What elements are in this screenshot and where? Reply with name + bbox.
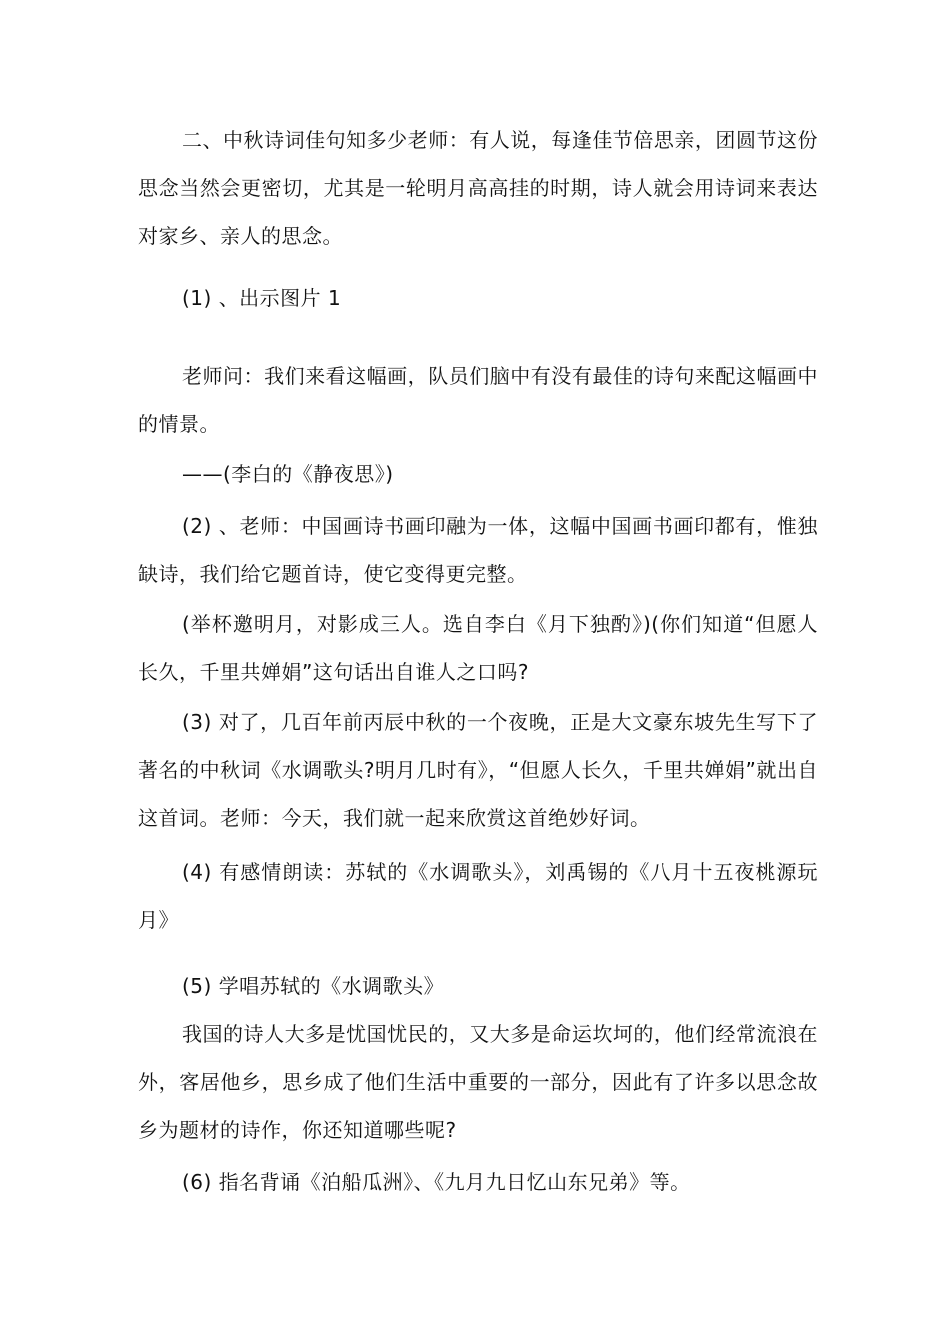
paragraph-step-1: (1) 、出示图片 1 bbox=[182, 286, 342, 310]
paragraph-step-3: (3) 对了，几百年前丙辰中秋的一个夜晚，正是大文豪东坡先生写下了著名的中秋词《水调歌头?明月几时有》，“但愿人长久，千里共婵娟”就出自这首词。老师：今天，我们就一起来欣赏这首绝妙好词。 bbox=[138, 710, 818, 830]
paragraph-step-4: (4) 有感情朗读：苏轼的《水调歌头》，刘禹锡的《八月十五夜桃源玩月》 bbox=[138, 860, 818, 932]
paragraph-step-2: (2) 、老师：中国画诗书画印融为一体，这幅中国画书画印都有，惟独缺诗，我们给它题首诗，使它变得更完整。 bbox=[138, 514, 818, 586]
paragraph-answer-2: (举杯邀明月，对影成三人。选自李白《月下独酌》)(你们知道“但愿人长久，千里共婵娟”这句话出自谁人之口吗? bbox=[138, 612, 818, 684]
paragraph-teacher-question: 老师问：我们来看这幅画，队员们脑中有没有最佳的诗句来配这幅画中的情景。 bbox=[138, 364, 818, 436]
paragraph-poets: 我国的诗人大多是忧国忧民的，又大多是命运坎坷的，他们经常流浪在外，客居他乡，思乡成了他们生活中重要的一部分，因此有了许多以思念故乡为题材的诗作，你还知道哪些呢? bbox=[138, 1022, 818, 1142]
paragraph-step-5: (5) 学唱苏轼的《水调歌头》 bbox=[182, 974, 445, 998]
paragraph-intro: 二、中秋诗词佳句知多少老师：有人说，每逢佳节倍思亲，团圆节这份思念当然会更密切，尤其是一轮明月高高挂的时期，诗人就会用诗词来表达对家乡、亲人的思念。 bbox=[138, 128, 818, 248]
paragraph-answer-1: ——(李白的《静夜思》) bbox=[182, 462, 394, 486]
paragraph-step-6: (6) 指名背诵《泊船瓜洲》、《九月九日忆山东兄弟》等。 bbox=[182, 1170, 691, 1194]
